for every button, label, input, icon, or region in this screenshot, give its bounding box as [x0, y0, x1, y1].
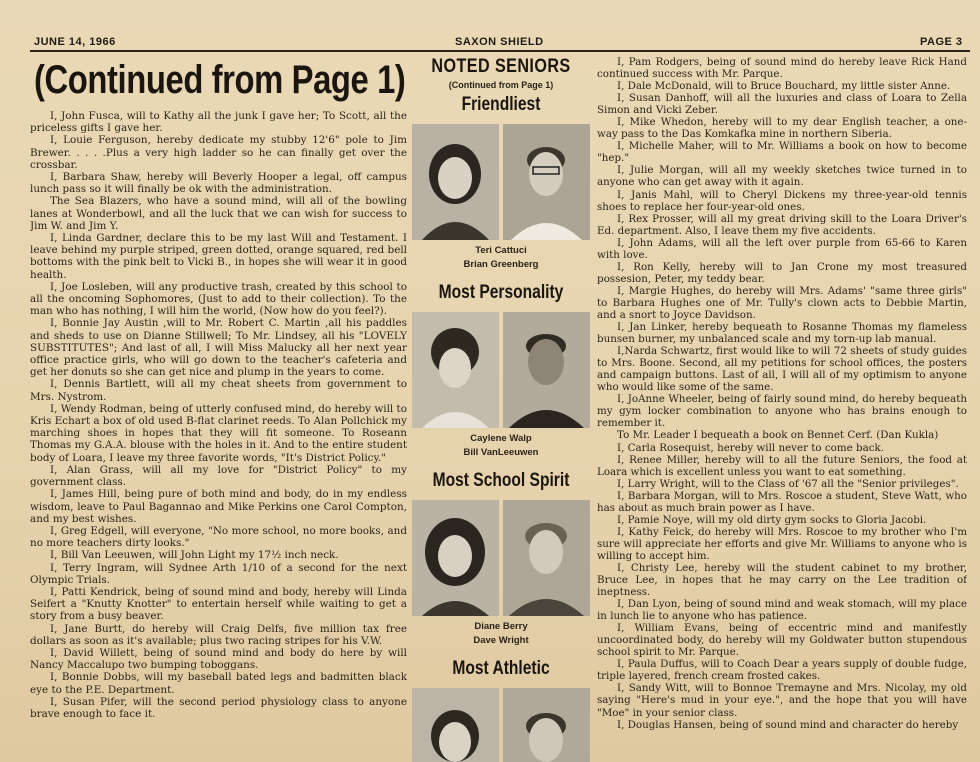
will-paragraph: I, Barbara Shaw, hereby will Beverly Hooper a legal, off campus lunch pass so it will finally be ok with the administration. — [30, 171, 407, 196]
will-paragraph: I, Kathy Feick, do hereby will Mrs. Roscoe to my brother who I'm sure will appreciate her efforts and give Mr. Williams to anyone who is willing to accept him. — [597, 525, 967, 562]
senior-name: Bill VanLeeuwen — [463, 447, 539, 458]
photo-caption — [410, 244, 592, 272]
photo-caption — [410, 432, 592, 460]
category-friendliest: Friendliest — [461, 94, 541, 115]
will-paragraph: I, Barbara Morgan, will to Mrs. Roscoe a student, Steve Watt, who has about as much brain power as I have. — [597, 489, 967, 514]
will-paragraph: I, Sandy Witt, will to Bonnoe Tremayne and Mrs. Nicolay, my old saying "Here's mud in your eye.", and the hope that you will have "Moe" in your senior class. — [597, 682, 967, 719]
senior-photo-boy — [503, 312, 590, 428]
will-paragraph: I, Larry Wright, will to the Class of '67 all the "Senior privileges". — [617, 477, 959, 490]
will-paragraph: I, Paula Duffus, will to Coach Dear a years supply of double fudge, triple layered, french cream frosted cakes. — [597, 658, 967, 683]
will-paragraph: I, Dale McDonald, will to Bruce Bouchard, my little sister Anne. — [617, 80, 951, 93]
will-paragraph: I, John Fusca, will to Kathy all the junk I gave her; To Scott, all the priceless gifts I gave her. — [30, 110, 407, 135]
will-paragraph: I,Narda Schwartz, first would like to will 72 sheets of study guides to Mrs. Boone. Second, all my petitions for school offices, the posters and campaign buttons. Last of all, I will all of my optimism to anyone who would like some of the same. — [597, 345, 967, 394]
page-number: PAGE 3 — [920, 36, 963, 48]
senior-photo-boy — [503, 124, 590, 240]
will-paragraph: To Mr. Leader I bequeath a book on Bennet Cerf. (Dan Kukla) — [617, 429, 939, 442]
will-paragraph: I, Louie Ferguson, hereby dedicate my stubby 12'6" pole to Jim Brewer. . . . .Plus a very high ladder so he can finally get over the crossbar. — [30, 134, 407, 171]
senior-name: Dave Wright — [473, 635, 529, 646]
will-paragraph: I, Jan Linker, hereby bequeath to Rosanne Thomas my flameless bunsen burner, my unbalanced scale and my torn-up lab manual. — [597, 321, 967, 346]
will-paragraph: I, Greg Edgell, will everyone, "No more school, no more books, and no more teachers dirty looks." — [30, 524, 407, 550]
will-paragraph: I, Michelle Maher, will to Mr. Williams a book on how to become "hep." — [597, 140, 967, 165]
will-paragraph: I, Pamie Noye, will my old dirty gym socks to Gloria Jacobi. — [617, 513, 927, 526]
will-paragraph: I, Jane Burtt, do hereby will Craig Delfs, five million tax free dollars as soon as it's available; plus two racing stripes for his V.W. — [30, 622, 407, 647]
will-paragraph: I, Mike Whedon, hereby will to my dear English teacher, a one-way pass to the Das Komkafka mine in northern Siberia. — [597, 116, 967, 141]
will-paragraph: I, Renee Miller, hereby will to all the future Seniors, the food at Loara which is excellent unless you want to eat something. — [597, 453, 967, 478]
senior-photo-girl — [412, 688, 499, 762]
senior-photo-boy — [503, 500, 590, 616]
photo-caption — [410, 620, 592, 648]
will-paragraph: I, Dan Lyon, being of sound mind and weak stomach, will my place in lunch lie to anyone who has patience. — [597, 598, 967, 623]
will-paragraph: I, Wendy Rodman, being of utterly confused mind, do hereby will to Kris Echart a box of old used B-flat clarinet reeds. To Alan Pollchick my marching shoes in hopes that they will fit someone. To Roseann Thomas my G.A.A. blouse with the holes in it. And to the entire student body of Loara, I leave my three favorite words, "It's District Policy." — [30, 402, 407, 464]
senior-photo-girl — [412, 500, 499, 616]
will-paragraph: I, Carla Rosequist, hereby will never to come back. — [617, 441, 885, 454]
will-paragraph: I, Linda Gardner, declare this to be my last Will and Testament. I leave behind my purple striped, green dotted, orange squared, red bell bottoms with the pink belt to Vicki B., in hopes she will wear it in good health. — [30, 232, 407, 281]
will-paragraph: I, JoAnne Wheeler, being of fairly sound mind, do hereby bequeath my gym locker combination to anyone who has brains enough to remember it. — [597, 393, 967, 430]
will-paragraph: I, Dennis Bartlett, will all my cheat sheets from government to Mrs. Nystrom. — [30, 378, 407, 403]
will-paragraph: I, Susan Pifer, will the second period physiology class to anyone brave enough to face it. — [30, 695, 407, 720]
will-paragraph: I, David Willett, being of sound mind and body do here by will Nancy Maccalupo two bumping toboggans. — [30, 646, 407, 672]
senior-photo-girl — [412, 312, 499, 428]
senior-name: Teri Cattuci — [475, 245, 527, 256]
will-paragraph: The Sea Blazers, who have a sound mind, will all of the bowling lanes at Wonderbowl, and all the luck that we can wish for success to Jim W. and Jim Y. — [30, 195, 407, 232]
photo-pair — [410, 124, 592, 240]
noted-seniors-title: NOTED SENIORS — [431, 56, 571, 77]
senior-name: Brian Greenberg — [463, 259, 539, 270]
category-most-personality: Most Personality — [438, 282, 564, 303]
photo-pair — [410, 312, 592, 428]
senior-photo-boy — [503, 688, 590, 762]
will-paragraph: I, Christy Lee, hereby will the student cabinet to my brother, Bruce Lee, in hopes that he may carry on the Lee tradition of ineptness. — [597, 561, 967, 599]
will-paragraph: I, Julie Morgan, will all my weekly sketches twice turned in to anyone who can get away with it again. — [597, 164, 967, 189]
will-paragraph: I, Joe Losleben, will any productive trash, created by this school to all the oncoming Sophomores, (Just to add to their collection). To the man who has nothing, I will him the world, (Now how do you feel?). — [30, 280, 407, 318]
will-paragraph: I, Margie Hughes, do hereby will Mrs. Adams' "same three girls" to Barbara Hughes one of Mr. Tully's clown acts to Debbie Martin, and a snort to Joyce Davidson. — [597, 284, 967, 321]
noted-seniors-column — [410, 56, 592, 762]
masthead — [0, 0, 980, 52]
category-most-school-spirit: Most School Spirit — [432, 470, 570, 491]
will-paragraph: I, Bill Van Leeuwen, will John Light my 17½ inch neck. — [50, 549, 339, 562]
will-paragraph: I, Rex Prosser, will all my great driving skill to the Loara Driver's Ed. department. Also, I leave them my five accidents. — [597, 212, 967, 237]
senior-name: Diane Berry — [474, 621, 528, 632]
senior-photo-girl — [412, 124, 499, 240]
will-paragraph: I, Terry Ingram, will Sydnee Arth 1/10 of a second for the next Olympic Trials. — [30, 561, 407, 586]
will-paragraph: I, Ron Kelly, hereby will to Jan Crone my most treasured possesion, Peter, my teddy bear. — [597, 260, 967, 285]
issue-date: JUNE 14, 1966 — [34, 36, 116, 48]
photo-pair — [410, 688, 592, 762]
will-paragraph: I, Janis Mahl, will to Cheryl Dickens my three-year-old tennis shoes to replace her four-year-old ones. — [597, 188, 967, 213]
senior-name: Caylene Walp — [470, 433, 532, 444]
will-paragraph: I, James Hill, being pure of both mind and body, do in my endless wisdom, leave to Paul Bagannao and Mike Perkins one Carol Compton, and my best wishes. — [30, 488, 407, 525]
newspaper-title: SAXON SHIELD — [455, 36, 544, 48]
will-paragraph: I, Pam Rodgers, being of sound mind do hereby leave Rick Hand continued success with Mr. Parque. — [597, 56, 967, 81]
will-paragraph: I, Bonnie Jay Austin ,will to Mr. Robert C. Martin ,all his paddles and sheds to use on Dianne Stillwell; To Mr. Lindsey, all his "LOVELY SUBSTITUTES"; And last of all, I will Miss Malucky all her next year office practice girls, who will go down to the teacher's cafeteria and get her donuts so she can get nice and plump in the years to come. — [30, 317, 407, 379]
will-paragraph: I, Susan Danhoff, will all the luxuries and class of Loara to Zella Simon and Vicki Zeber. — [597, 92, 967, 117]
continued-headline: (Continued from Page 1) — [34, 58, 406, 102]
right-column — [597, 56, 967, 762]
category-most-athletic: Most Athletic — [452, 658, 550, 679]
masthead-rule — [30, 50, 970, 52]
will-paragraph: I, Bonnie Dobbs, will my baseball bated legs and badmitten black eye to the P.E. Department. — [30, 671, 407, 696]
noted-seniors-subtitle: (Continued from Page 1) — [448, 80, 554, 90]
will-paragraph: I, William Evans, being of eccentric mind and manifestly uncoordinated body, do hereby will my Goldwater button stupendous school spirit to Mr. Parque. — [597, 622, 967, 659]
will-paragraph: I, Patti Kendrick, being of sound mind and body, hereby will Linda Seifert a "Knutty Knotter" to entertain herself while waiting to get a story from a busy beaver. — [30, 585, 407, 623]
will-paragraph: I, Alan Grass, will all my love for "District Policy" to my government class. — [30, 463, 407, 489]
will-paragraph: I, John Adams, will all the left over purple from 65-66 to Karen with love. — [597, 236, 967, 261]
will-paragraph: I, Douglas Hansen, being of sound mind and character do hereby — [617, 718, 959, 731]
photo-pair — [410, 500, 592, 616]
left-column — [30, 56, 407, 762]
